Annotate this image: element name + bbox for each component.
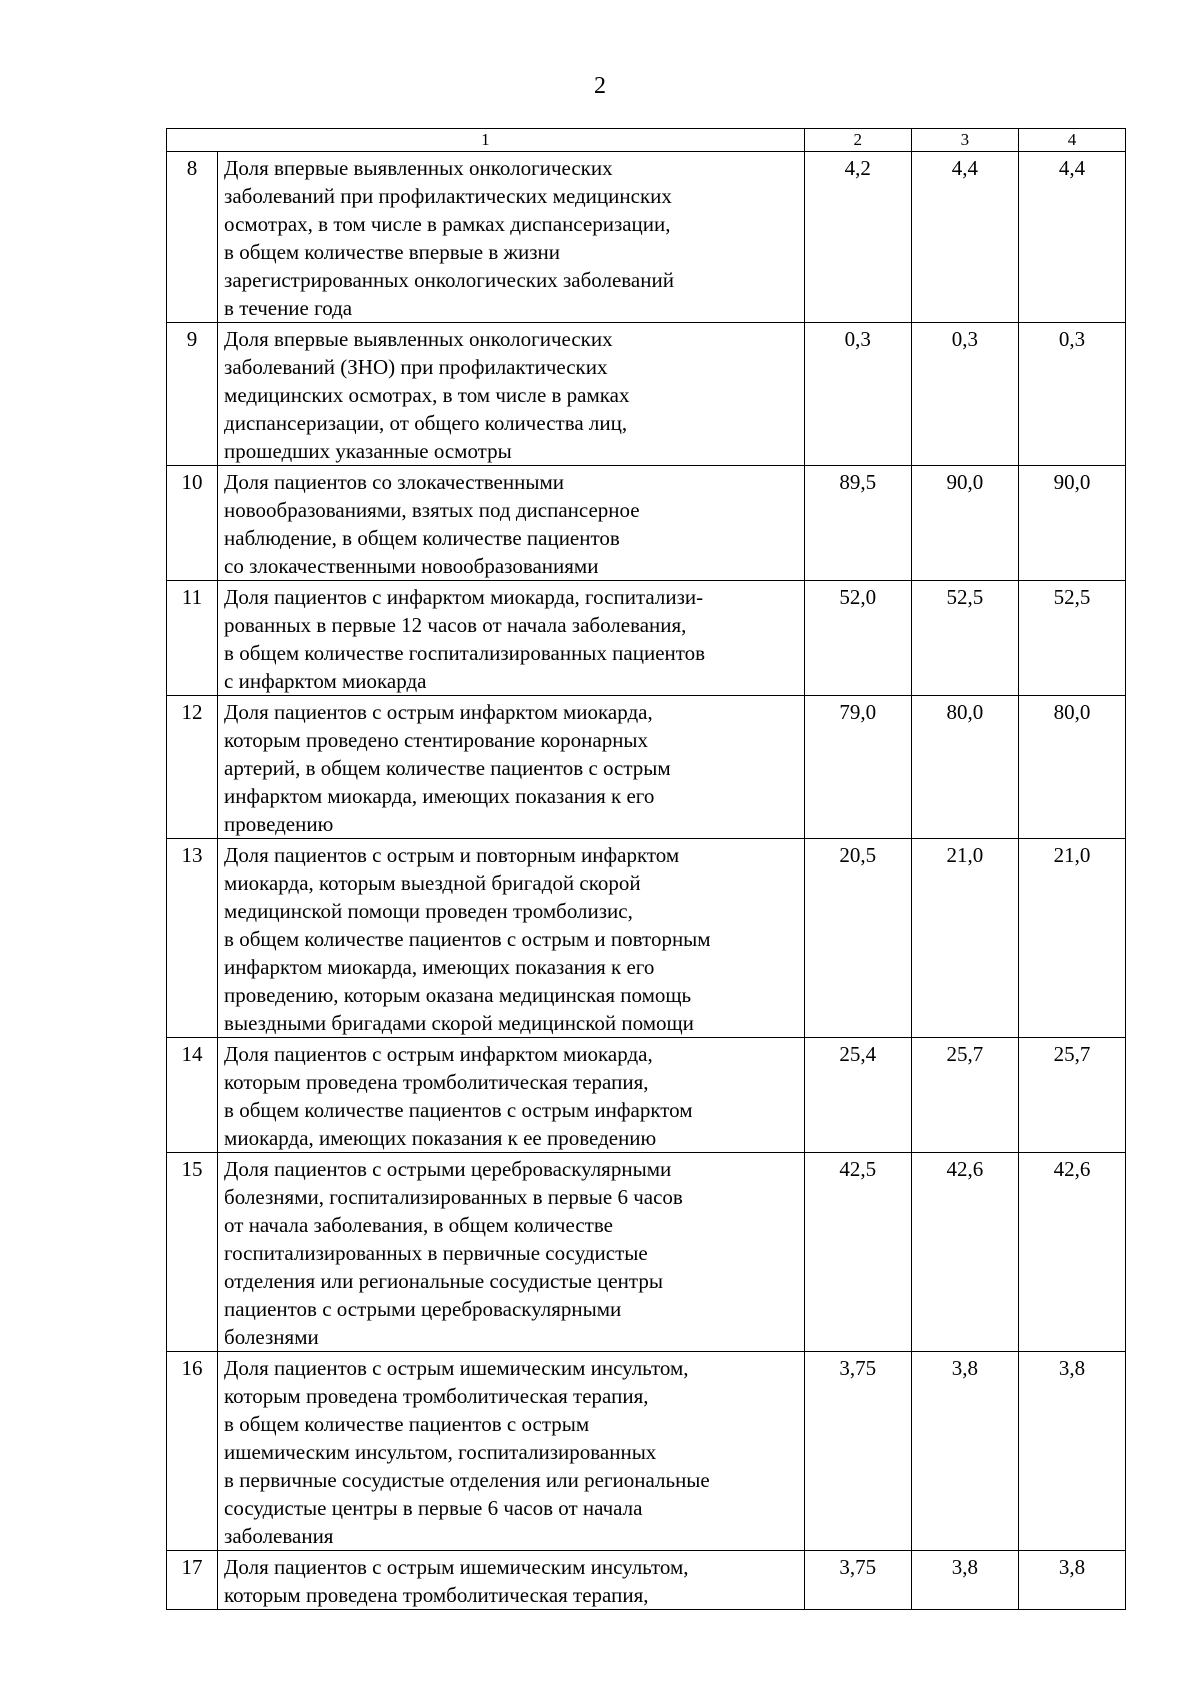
indicator-description bbox=[218, 1551, 805, 1610]
description-line: сосудистые центры в первые 6 часов от начала bbox=[224, 1496, 643, 1520]
value-v2: 4,2 bbox=[804, 152, 911, 323]
description-line: в общем количестве госпитализированных пациентов bbox=[224, 641, 706, 665]
description-line: диспансеризации, от общего количества лиц, bbox=[224, 411, 628, 435]
value-v3: 25,7 bbox=[911, 1038, 1018, 1153]
value-v4: 42,6 bbox=[1018, 1153, 1125, 1352]
row-number: 15 bbox=[167, 1153, 218, 1352]
page-number: 2 bbox=[594, 73, 606, 99]
description-line: со злокачественными новообразованиями bbox=[224, 554, 599, 578]
row-number: 12 bbox=[167, 696, 218, 839]
description-line: Доля пациентов с острым и повторным инфарктом bbox=[224, 843, 680, 867]
description-line: медицинской помощи проведен тромболизис, bbox=[224, 899, 633, 923]
value-v4: 25,7 bbox=[1018, 1038, 1125, 1153]
description-line: в общем количестве впервые в жизни bbox=[224, 240, 561, 264]
value-v3: 3,8 bbox=[911, 1551, 1018, 1610]
indicator-description bbox=[218, 1153, 805, 1352]
value-v4: 80,0 bbox=[1018, 696, 1125, 839]
value-v2: 52,0 bbox=[804, 581, 911, 696]
value-v3: 42,6 bbox=[911, 1153, 1018, 1352]
description-line: артерий, в общем количестве пациентов с острым bbox=[224, 756, 671, 780]
description-line: которым проведена тромболитическая терапия, bbox=[224, 1384, 649, 1408]
value-v3: 80,0 bbox=[911, 696, 1018, 839]
description-line: Доля пациентов с острым ишемическим инсультом, bbox=[224, 1356, 689, 1380]
description-line: новообразованиями, взятых под диспансерное bbox=[224, 498, 640, 522]
table-row bbox=[167, 1551, 1126, 1610]
table-row bbox=[167, 1153, 1126, 1352]
table-row bbox=[167, 152, 1126, 323]
description-line: медицинских осмотрах, в том числе в рамках bbox=[224, 383, 630, 407]
row-number: 16 bbox=[167, 1352, 218, 1551]
table-header-row bbox=[167, 129, 1126, 152]
value-v2: 0,3 bbox=[804, 323, 911, 466]
table-row bbox=[167, 323, 1126, 466]
description-line: Доля пациентов со злокачественными bbox=[224, 470, 564, 494]
row-number: 14 bbox=[167, 1038, 218, 1153]
description-line: инфарктом миокарда, имеющих показания к его bbox=[224, 784, 655, 808]
row-number: 10 bbox=[167, 466, 218, 581]
indicator-description bbox=[218, 581, 805, 696]
description-line: в общем количестве пациентов с острым инфарктом bbox=[224, 1098, 693, 1122]
row-number: 11 bbox=[167, 581, 218, 696]
description-line: выездными бригадами скорой медицинской помощи bbox=[224, 1011, 694, 1035]
description-line: осмотрах, в том числе в рамках диспансеризации, bbox=[224, 212, 671, 236]
column-header-1: 1 bbox=[167, 129, 805, 152]
value-v2: 3,75 bbox=[804, 1551, 911, 1610]
column-header-3: 3 bbox=[911, 129, 1018, 152]
indicator-description bbox=[218, 323, 805, 466]
description-line: отделения или региональные сосудистые центры bbox=[224, 1269, 663, 1293]
value-v4: 90,0 bbox=[1018, 466, 1125, 581]
description-line: Доля впервые выявленных онкологических bbox=[224, 156, 613, 180]
description-line: в общем количестве пациентов с острым и повторным bbox=[224, 927, 711, 951]
value-v4: 52,5 bbox=[1018, 581, 1125, 696]
description-line: Доля пациентов с острым инфарктом миокарда, bbox=[224, 700, 653, 724]
value-v3: 52,5 bbox=[911, 581, 1018, 696]
description-line: болезнями bbox=[224, 1325, 319, 1349]
value-v2: 3,75 bbox=[804, 1352, 911, 1551]
row-number: 13 bbox=[167, 839, 218, 1038]
description-line: которым проведено стентирование коронарных bbox=[224, 728, 649, 752]
value-v2: 25,4 bbox=[804, 1038, 911, 1153]
table-row bbox=[167, 839, 1126, 1038]
indicator-description bbox=[218, 1352, 805, 1551]
row-number: 9 bbox=[167, 323, 218, 466]
row-number: 17 bbox=[167, 1551, 218, 1610]
indicator-description bbox=[218, 839, 805, 1038]
description-line: миокарда, имеющих показания к ее проведению bbox=[224, 1126, 657, 1150]
value-v2: 79,0 bbox=[804, 696, 911, 839]
value-v3: 21,0 bbox=[911, 839, 1018, 1038]
description-line: ишемическим инсультом, госпитализированных bbox=[224, 1440, 657, 1464]
table-row bbox=[167, 1038, 1126, 1153]
description-line: в течение года bbox=[224, 296, 353, 320]
description-line: заболеваний (ЗНО) при профилактических bbox=[224, 355, 608, 379]
description-line: заболевания bbox=[224, 1524, 334, 1548]
value-v2: 20,5 bbox=[804, 839, 911, 1038]
value-v2: 42,5 bbox=[804, 1153, 911, 1352]
description-line: миокарда, которым выездной бригадой скорой bbox=[224, 871, 641, 895]
description-line: рованных в первые 12 часов от начала заболевания, bbox=[224, 613, 687, 637]
column-header-2: 2 bbox=[804, 129, 911, 152]
indicator-description bbox=[218, 152, 805, 323]
table-row bbox=[167, 466, 1126, 581]
description-line: проведению, которым оказана медицинская помощь bbox=[224, 983, 692, 1007]
indicators-table bbox=[166, 128, 1126, 1610]
description-line: которым проведена тромболитическая терапия, bbox=[224, 1070, 649, 1094]
value-v4: 3,8 bbox=[1018, 1352, 1125, 1551]
description-line: Доля пациентов с инфарктом миокарда, госпитализи- bbox=[224, 585, 704, 609]
description-line: в общем количестве пациентов с острым bbox=[224, 1412, 590, 1436]
indicator-description bbox=[218, 1038, 805, 1153]
value-v2: 89,5 bbox=[804, 466, 911, 581]
value-v3: 90,0 bbox=[911, 466, 1018, 581]
description-line: пациентов с острыми цереброваскулярными bbox=[224, 1297, 622, 1321]
value-v4: 0,3 bbox=[1018, 323, 1125, 466]
column-header-4: 4 bbox=[1018, 129, 1125, 152]
description-line: наблюдение, в общем количестве пациентов bbox=[224, 526, 620, 550]
indicator-description bbox=[218, 466, 805, 581]
description-line: которым проведена тромболитическая терапия, bbox=[224, 1583, 649, 1607]
description-line: Доля пациентов с острыми цереброваскулярными bbox=[224, 1157, 672, 1181]
description-line: Доля пациентов с острым ишемическим инсультом, bbox=[224, 1555, 689, 1579]
description-line: госпитализированных в первичные сосудистые bbox=[224, 1241, 648, 1265]
table-row bbox=[167, 696, 1126, 839]
value-v3: 0,3 bbox=[911, 323, 1018, 466]
description-line: Доля впервые выявленных онкологических bbox=[224, 327, 613, 351]
description-line: в первичные сосудистые отделения или региональные bbox=[224, 1468, 710, 1492]
description-line: прошедших указанные осмотры bbox=[224, 439, 512, 463]
indicator-description bbox=[218, 696, 805, 839]
value-v3: 3,8 bbox=[911, 1352, 1018, 1551]
value-v4: 3,8 bbox=[1018, 1551, 1125, 1610]
table-row bbox=[167, 1352, 1126, 1551]
description-line: болезнями, госпитализированных в первые 6 часов bbox=[224, 1185, 683, 1209]
value-v4: 21,0 bbox=[1018, 839, 1125, 1038]
value-v3: 4,4 bbox=[911, 152, 1018, 323]
description-line: с инфарктом миокарда bbox=[224, 669, 427, 693]
description-line: инфарктом миокарда, имеющих показания к его bbox=[224, 955, 655, 979]
description-line: заболеваний при профилактических медицинских bbox=[224, 184, 672, 208]
description-line: зарегистрированных онкологических заболеваний bbox=[224, 268, 674, 292]
table-row bbox=[167, 581, 1126, 696]
description-line: Доля пациентов с острым инфарктом миокарда, bbox=[224, 1042, 653, 1066]
value-v4: 4,4 bbox=[1018, 152, 1125, 323]
description-line: от начала заболевания, в общем количестве bbox=[224, 1213, 613, 1237]
row-number: 8 bbox=[167, 152, 218, 323]
description-line: проведению bbox=[224, 812, 334, 836]
